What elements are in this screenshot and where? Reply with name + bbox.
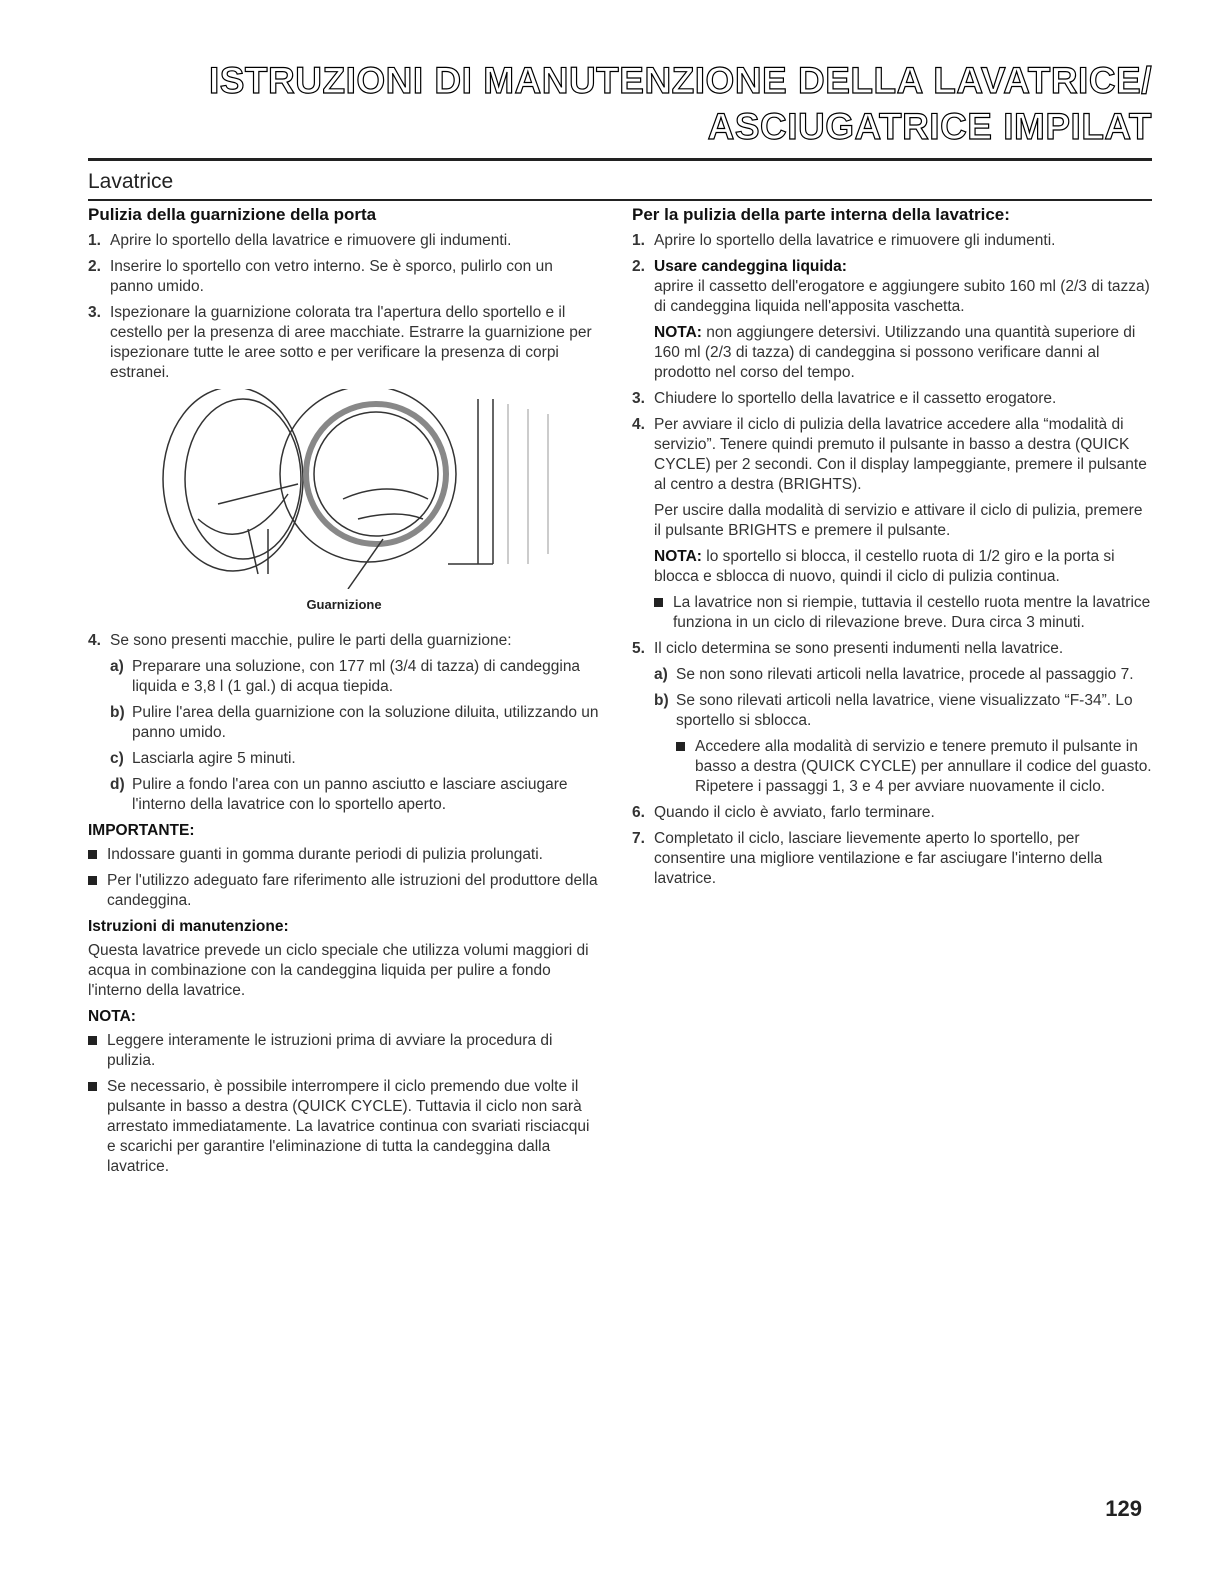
bullet-square-icon <box>88 876 97 885</box>
bullet-square-icon <box>88 1036 97 1045</box>
bullet-square-icon <box>654 598 663 607</box>
page-title <box>209 58 1152 150</box>
sub-item: a) Se non sono rilevati articoli nella lavatrice, procede al passaggio 7. <box>654 666 1134 683</box>
sub-item: c) Lasciarla agire 5 minuti. <box>110 750 296 767</box>
bullet-item: Se necessario, è possibile interrompere il ciclo premendo due volte il pulsante in basso a destra (QUICK CYCLE). Tuttavia il ciclo non sarà arrestato immediatamente. La lavatrice continua con svariati risciacqui e scarichi per garantire l'eliminazione di tutta la candeggina dalla lavatrice. <box>88 1077 600 1177</box>
gasket-diagram <box>158 389 578 589</box>
bullet-item: Indossare guanti in gomma durante periodi di pulizia prolungati. <box>88 845 600 865</box>
bullet-item: Leggere interamente le istruzioni prima di avviare la procedura di pulizia. <box>88 1031 600 1071</box>
page-number: 129 <box>1105 1496 1142 1521</box>
list-item: 7. Completato il ciclo, lasciare lievemente aperto lo sportello, per consentire una migliore ventilazione e far asciugare l'interno della lavatrice. <box>632 830 1103 887</box>
bullet-item: Per l'utilizzo adeguato fare riferimento alle istruzioni del produttore della candeggina. <box>88 871 600 911</box>
title-rule <box>88 158 1152 161</box>
list-item: 6. Quando il ciclo è avviato, farlo terminare. <box>632 804 935 821</box>
important-label: IMPORTANTE: <box>88 822 195 839</box>
list-item: 4. Per avviare il ciclo di pulizia della lavatrice accedere alla “modalità di servizio”. Tenere quindi premuto il pulsante in basso a destra (QUICK CYCLE) per 2 secondi. Con il display lampeggiante, premere il pulsante al centro a destra (BRIGHTS). <box>632 416 1147 493</box>
bullet-item: La lavatrice non si riempie, tuttavia il cestello ruota mentre la lavatrice funziona in un ciclo di rilevazione breve. Dura circa 3 minuti. <box>654 593 1152 633</box>
step-title: Usare candeggina liquida: <box>654 258 847 275</box>
note-paragraph: NOTA: non aggiungere detersivi. Utilizzando una quantità superiore di 160 ml (2/3 di tazza) di candeggina si possono verificare danni al prodotto nel corso del tempo. <box>654 324 1136 381</box>
sub-item: b) Se sono rilevati articoli nella lavatrice, viene visualizzato “F-34”. Lo sportello si sblocca. <box>654 692 1133 729</box>
note-label: NOTA: <box>88 1008 136 1025</box>
left-heading: Pulizia della guarnizione della porta <box>88 205 377 224</box>
section-heading: Lavatrice <box>88 170 174 193</box>
list-item: 1. Aprire lo sportello della lavatrice e rimuovere gli indumenti. <box>632 232 1056 249</box>
page-title-line1: ISTRUZIONI DI MANUTENZIONE DELLA LAVATRICE/ <box>208 60 1152 101</box>
left-column <box>88 205 600 1183</box>
maintenance-heading: Istruzioni di manutenzione: <box>88 918 289 935</box>
right-heading: Per la pulizia della parte interna della lavatrice: <box>632 205 1010 224</box>
bullet-item: Accedere alla modalità di servizio e tenere premuto il pulsante in basso a destra (QUICK CYCLE) per annullare il codice del guasto. Ripetere i passaggi 1, 3 e 4 per avviare nuovamente il ciclo. <box>676 737 1152 797</box>
list-item: 3. Chiudere lo sportello della lavatrice e il cassetto erogatore. <box>632 390 1057 407</box>
bullet-square-icon <box>88 1082 97 1091</box>
note-paragraph: NOTA: lo sportello si blocca, il cestello ruota di 1/2 giro e la porta si blocca e sblocca di nuovo, quindi il ciclo di pulizia continua. <box>654 548 1115 585</box>
list-item: 1. Aprire lo sportello della lavatrice e rimuovere gli indumenti. <box>88 232 512 249</box>
list-item: 5. Il ciclo determina se sono presenti indumenti nella lavatrice. <box>632 640 1064 657</box>
bullet-square-icon <box>88 850 97 859</box>
sub-item: b) Pulire l'area della guarnizione con la soluzione diluita, utilizzando un panno umido. <box>110 704 599 741</box>
sub-item: a) Preparare una soluzione, con 177 ml (3/4 di tazza) di candeggina liquida e 3,8 l (1 gal.) di acqua tiepida. <box>110 658 581 695</box>
paragraph: Per uscire dalla modalità di servizio e attivare il ciclo di pulizia, premere il pulsante BRIGHTS e premere il pulsante. <box>654 502 1143 539</box>
section-rule <box>88 199 1152 201</box>
list-item: 2. Inserire lo sportello con vetro interno. Se è sporco, pulirlo con un panno umido. <box>88 258 553 295</box>
list-item: 3. Ispezionare la guarnizione colorata tra l'apertura dello sportello e il cestello per la presenza di aree macchiate. Estrarre la guarnizione per ispezionare tutte le aree sotto e per verificare la presenza di corpi estranei. <box>88 304 592 381</box>
figure-caption: Guarnizione <box>306 597 382 612</box>
list-item: 2. Usare candeggina liquida: aprire il cassetto dell'erogatore e aggiungere subito 160 ml (2/3 di tazza) di candeggina liquida nell'apposita vaschetta. <box>632 258 1150 315</box>
list-item: 4. Se sono presenti macchie, pulire le parti della guarnizione: <box>88 632 512 649</box>
sub-item: d) Pulire a fondo l'area con un panno asciutto e lasciare asciugare l'interno della lavatrice con lo sportello aperto. <box>110 776 568 813</box>
washer-door-illustration <box>158 389 578 589</box>
right-column <box>632 205 1152 895</box>
maintenance-text: Questa lavatrice prevede un ciclo speciale che utilizza volumi maggiori di acqua in combinazione con la candeggina liquida per pulire a fondo l'interno della lavatrice. <box>88 942 589 999</box>
bullet-square-icon <box>676 742 685 751</box>
page-title-line2: ASCIUGATRICE IMPILAT <box>707 106 1152 147</box>
